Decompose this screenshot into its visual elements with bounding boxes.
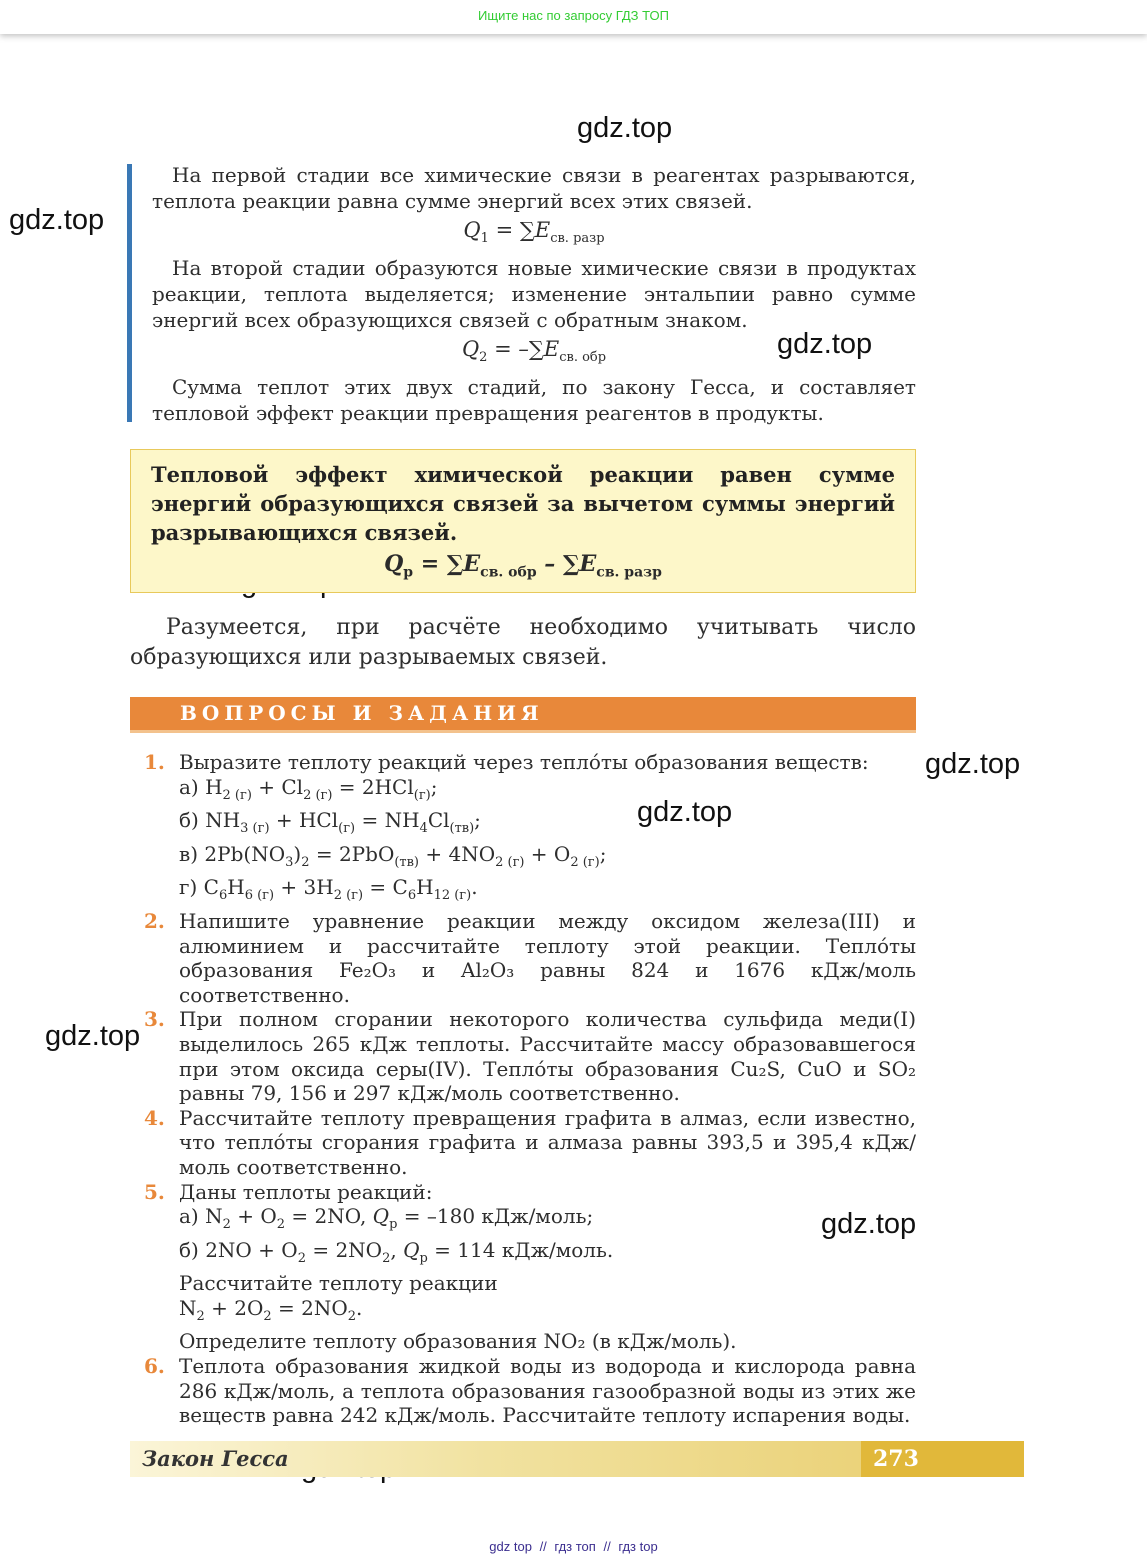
task-number: 6. <box>144 1354 165 1379</box>
task-number: 4. <box>144 1105 165 1130</box>
reaction-a: а) $H_{2 (г)} + Cl_{2 (г)} = 2HCl_{(г)}$; <box>179 774 438 803</box>
task-text: Выразите теплоту реакций через тепло́ты образования веществ: <box>179 750 869 774</box>
task-5 <box>144 1180 916 1355</box>
top-banner <box>0 0 1147 34</box>
theory-accent-bar <box>127 164 132 422</box>
watermark: gdz.top <box>777 328 873 360</box>
task-text: Напишите уравнение реакции между оксидом железа(III) и алюминием и рассчитайте теплоту этой реакции. Тепло́ты образования Fe₂O₃ и Al₂O₃ равны 824 и 1676 кДж/моль соответственно. <box>179 908 916 1007</box>
task-text: Теплота образования жидкой воды из водорода и кислорода равна 286 кДж/моль, а теплота образования газообразной воды из этих же веществ равна 242 кДж/моль. Рассчитайте теплоту испарения воды. <box>179 1354 916 1428</box>
bottom-links <box>0 1539 1147 1554</box>
watermark: gdz.top <box>637 796 733 828</box>
tasks-list <box>144 750 916 1428</box>
task-number: 1. <box>144 750 165 774</box>
target-reaction: $N_2 + 2O_2 = 2NO_2$. <box>179 1295 363 1324</box>
task-question: Рассчитайте теплоту реакции <box>179 1271 498 1296</box>
task-3 <box>144 1007 916 1105</box>
watermark: gdz.top <box>9 204 105 236</box>
note-paragraph: Разумеется, при расчёте необходимо учитывать число образующихся или разрываемых связей. <box>130 615 916 670</box>
reaction-c: в) $2Pb(NO_3)_2 = 2PbO_{(тв)} + 4NO_{2 (г)} + O_{2 (г)}$; <box>179 841 607 870</box>
reaction-b: б) $NH_{3 (г)} + HCl_{(г)} = NH_4Cl_{(тв)}$; <box>179 808 481 837</box>
watermark: gdz.top <box>45 1020 141 1052</box>
task-number: 2. <box>144 908 165 933</box>
questions-header-label: ВОПРОСЫ И ЗАДАНИЯ <box>180 701 544 725</box>
theory-paragraph-1: На первой стадии все химические связи в реагентах разрываются, теплота реакции равна сумме энергий всех этих связей. <box>152 163 916 213</box>
theory-section <box>152 162 916 426</box>
questions-header <box>130 697 916 730</box>
watermark: gdz.top <box>821 1208 917 1240</box>
watermark: gdz.top <box>577 112 673 144</box>
rule-text: Тепловой эффект химической реакции равен сумме энергий образующихся связей за вычетом суммы энергий разрывающихся связей. <box>151 462 895 545</box>
page-number: 273 <box>873 1446 919 1472</box>
task-4 <box>144 1106 916 1180</box>
bottom-link[interactable]: gdz top <box>489 1539 532 1554</box>
formula-q2: $Q_2 = -\sum E_{св. обр}$ <box>461 337 607 366</box>
formula-q1: $Q_1 = \sum E_{св. разр}$ <box>463 218 605 247</box>
task-text: Даны теплоты реакций: <box>179 1179 433 1204</box>
task-text: При полном сгорании некоторого количества сульфида меди(I) выделилось 265 кДж теплоты. Рассчитайте массу образовавшегося при этом оксида серы(IV). Тепло́ты образования Cu₂S, CuO и SO₂ равны 79, 156 и 297 кДж/моль соответственно. <box>179 1007 916 1106</box>
watermark: gdz.top <box>925 748 1021 780</box>
theory-paragraph-3: Сумма теплот этих двух стадий, по закону Гесса, и составляет тепловой эффект реакции превращения реагентов в продукты. <box>152 375 916 426</box>
rule-box <box>130 449 916 593</box>
reaction-b: б) $2NO + O_2 = 2NO_2$, $Q_р = 114$ кДж/моль. <box>179 1237 614 1266</box>
top-banner-text: Ищите нас по запросу ГДЗ ТОП <box>478 8 669 23</box>
separator: // <box>539 1539 547 1554</box>
task-6 <box>144 1354 916 1428</box>
page-footer <box>130 1441 1024 1477</box>
task-number: 3. <box>144 1007 165 1032</box>
reaction-a: а) $N_2 + O_2 = 2NO$, $Q_р = -180$ кДж/моль; <box>179 1204 594 1233</box>
rule-formula: $Q_р = \sum E_{св. обр} - \sum E_{св. разр}$ <box>384 551 662 581</box>
task-text: Рассчитайте теплоту превращения графита в алмаз, если известно, что тепло́ты сгорания графита и алмаза равны 393,5 и 395,4 кДж/моль соответственно. <box>179 1105 916 1179</box>
theory-paragraph-2: На второй стадии образуются новые химические связи в продуктах реакции, теплота выделяется; изменение энтальпии равно сумме энергий всех образующихся связей с обратным знаком. <box>152 256 916 333</box>
task-1 <box>144 750 916 909</box>
page-number-box <box>861 1441 1024 1477</box>
task-determine: Определите теплоту образования NO₂ (в кДж/моль). <box>179 1329 737 1354</box>
bottom-link[interactable]: гдз топ <box>554 1539 596 1554</box>
bottom-link[interactable]: гдз top <box>618 1539 658 1554</box>
task-number: 5. <box>144 1179 165 1204</box>
reaction-d: г) $C_6H_{6 (г)} + 3H_{2 (г)} = C_6H_{12 (г)}$. <box>179 875 478 904</box>
separator: // <box>603 1539 611 1554</box>
footer-title: Закон Гесса <box>142 1446 289 1471</box>
task-2 <box>144 909 916 1007</box>
